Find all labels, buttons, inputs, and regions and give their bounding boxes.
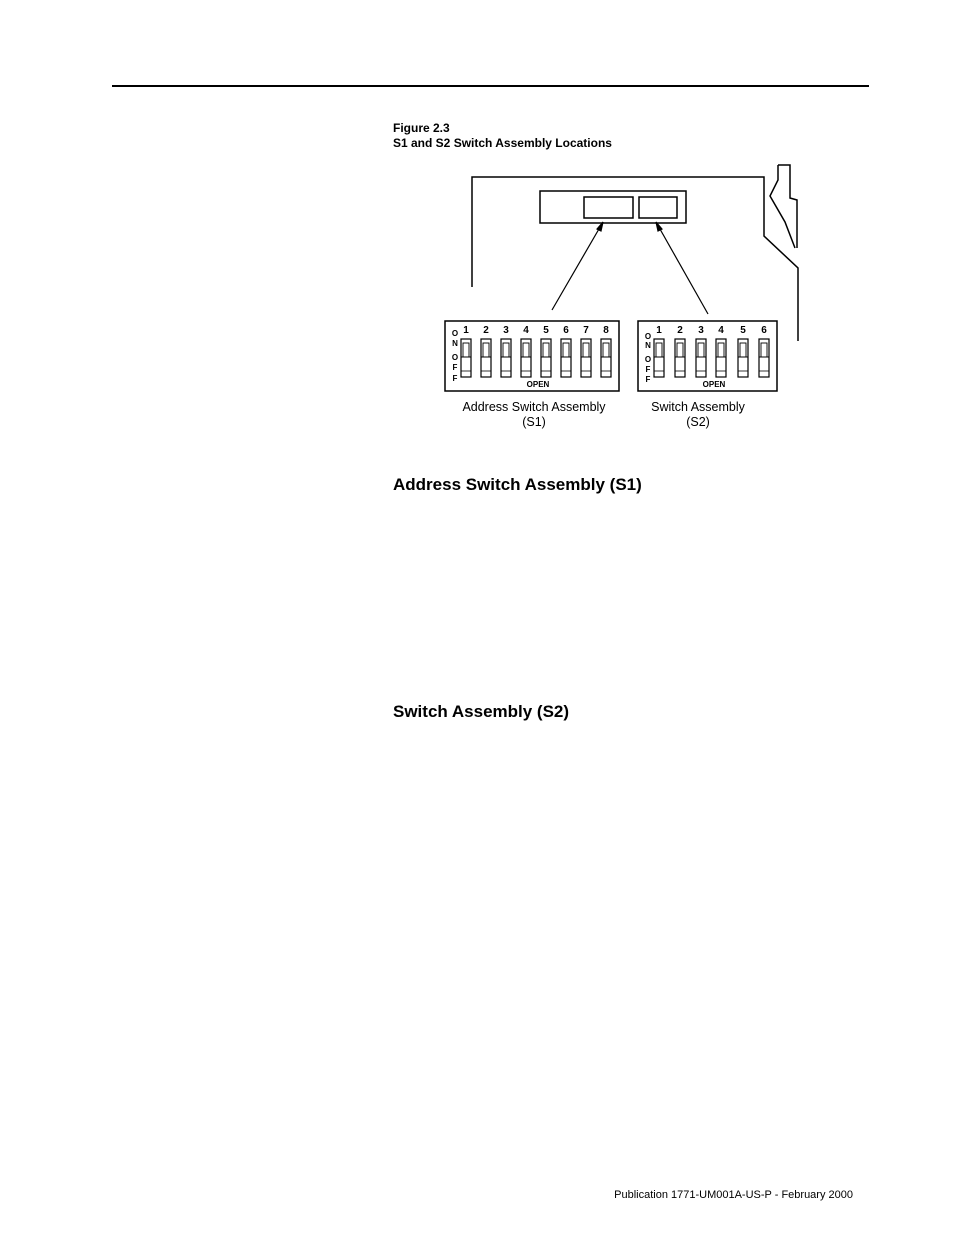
s1-off-letter-2: F xyxy=(452,363,458,372)
s2-on-letter-1: O xyxy=(644,332,652,341)
s1-switch-number-2: 2 xyxy=(483,325,489,336)
switch-location-diagram xyxy=(0,0,954,460)
s1-toggle-5 xyxy=(541,339,551,377)
s2-switch-number-5: 5 xyxy=(740,325,746,336)
s2-toggle-6 xyxy=(759,339,769,377)
s2-toggle-1 xyxy=(654,339,664,377)
s1-on-letter-2: N xyxy=(452,339,458,348)
s1-off-letter-1: O xyxy=(451,353,459,362)
publication-footer: Publication 1771-UM001A-US-P - February 2000 xyxy=(614,1189,853,1201)
s2-open-label: OPEN xyxy=(702,380,726,389)
s1-toggle-8 xyxy=(601,339,611,377)
s1-caption-line1: Address Switch Assembly xyxy=(462,400,606,414)
s1-toggle-1 xyxy=(461,339,471,377)
s2-toggle-3 xyxy=(696,339,706,377)
s1-switch-number-4: 4 xyxy=(523,325,529,336)
s1-location-box xyxy=(584,197,633,218)
s1-switch-number-3: 3 xyxy=(503,325,509,336)
s1-toggle-6 xyxy=(561,339,571,377)
s2-switch-number-3: 3 xyxy=(698,325,704,336)
s2-caption-line2: (S2) xyxy=(686,415,710,429)
s2-off-letter-3: F xyxy=(645,375,651,384)
figure-title: S1 and S2 Switch Assembly Locations xyxy=(393,136,612,150)
s2-on-letter-2: N xyxy=(645,341,651,350)
s1-open-label: OPEN xyxy=(526,380,550,389)
s2-caption-line1: Switch Assembly xyxy=(651,400,745,414)
s1-switch-number-6: 6 xyxy=(563,325,569,336)
s1-caption-line2: (S1) xyxy=(522,415,546,429)
s2-dip-switch xyxy=(638,321,777,391)
s2-switch-number-4: 4 xyxy=(718,325,724,336)
s2-section-heading: Switch Assembly (S2) xyxy=(393,702,570,721)
s2-pointer-line xyxy=(656,222,708,314)
s2-location-box xyxy=(639,197,677,218)
s2-toggle-2 xyxy=(675,339,685,377)
figure-number: Figure 2.3 xyxy=(393,121,450,135)
s1-section-heading: Address Switch Assembly (S1) xyxy=(393,475,642,494)
s1-toggle-7 xyxy=(581,339,591,377)
s2-switch-number-6: 6 xyxy=(761,325,767,336)
s2-toggle-5 xyxy=(738,339,748,377)
s1-on-letter-1: O xyxy=(451,329,459,338)
board-switch-housing xyxy=(540,191,686,223)
s2-switch-number-2: 2 xyxy=(677,325,683,336)
s1-off-letter-3: F xyxy=(452,374,458,383)
s1-switch-number-1: 1 xyxy=(463,325,469,336)
s1-toggle-3 xyxy=(501,339,511,377)
s1-switch-number-8: 8 xyxy=(603,325,609,336)
s2-toggle-4 xyxy=(716,339,726,377)
s1-toggle-2 xyxy=(481,339,491,377)
s2-switch-number-1: 1 xyxy=(656,325,662,336)
s1-switch-number-7: 7 xyxy=(583,325,589,336)
s1-caption xyxy=(455,400,613,430)
s1-pointer-line xyxy=(552,222,603,310)
pointer-lines xyxy=(552,222,708,314)
s2-caption xyxy=(638,400,758,430)
s1-switch-number-5: 5 xyxy=(543,325,549,336)
s2-off-letter-1: O xyxy=(644,355,652,364)
s1-toggle-4 xyxy=(521,339,531,377)
s1-dip-switch xyxy=(445,321,619,391)
s2-off-letter-2: F xyxy=(645,365,651,374)
